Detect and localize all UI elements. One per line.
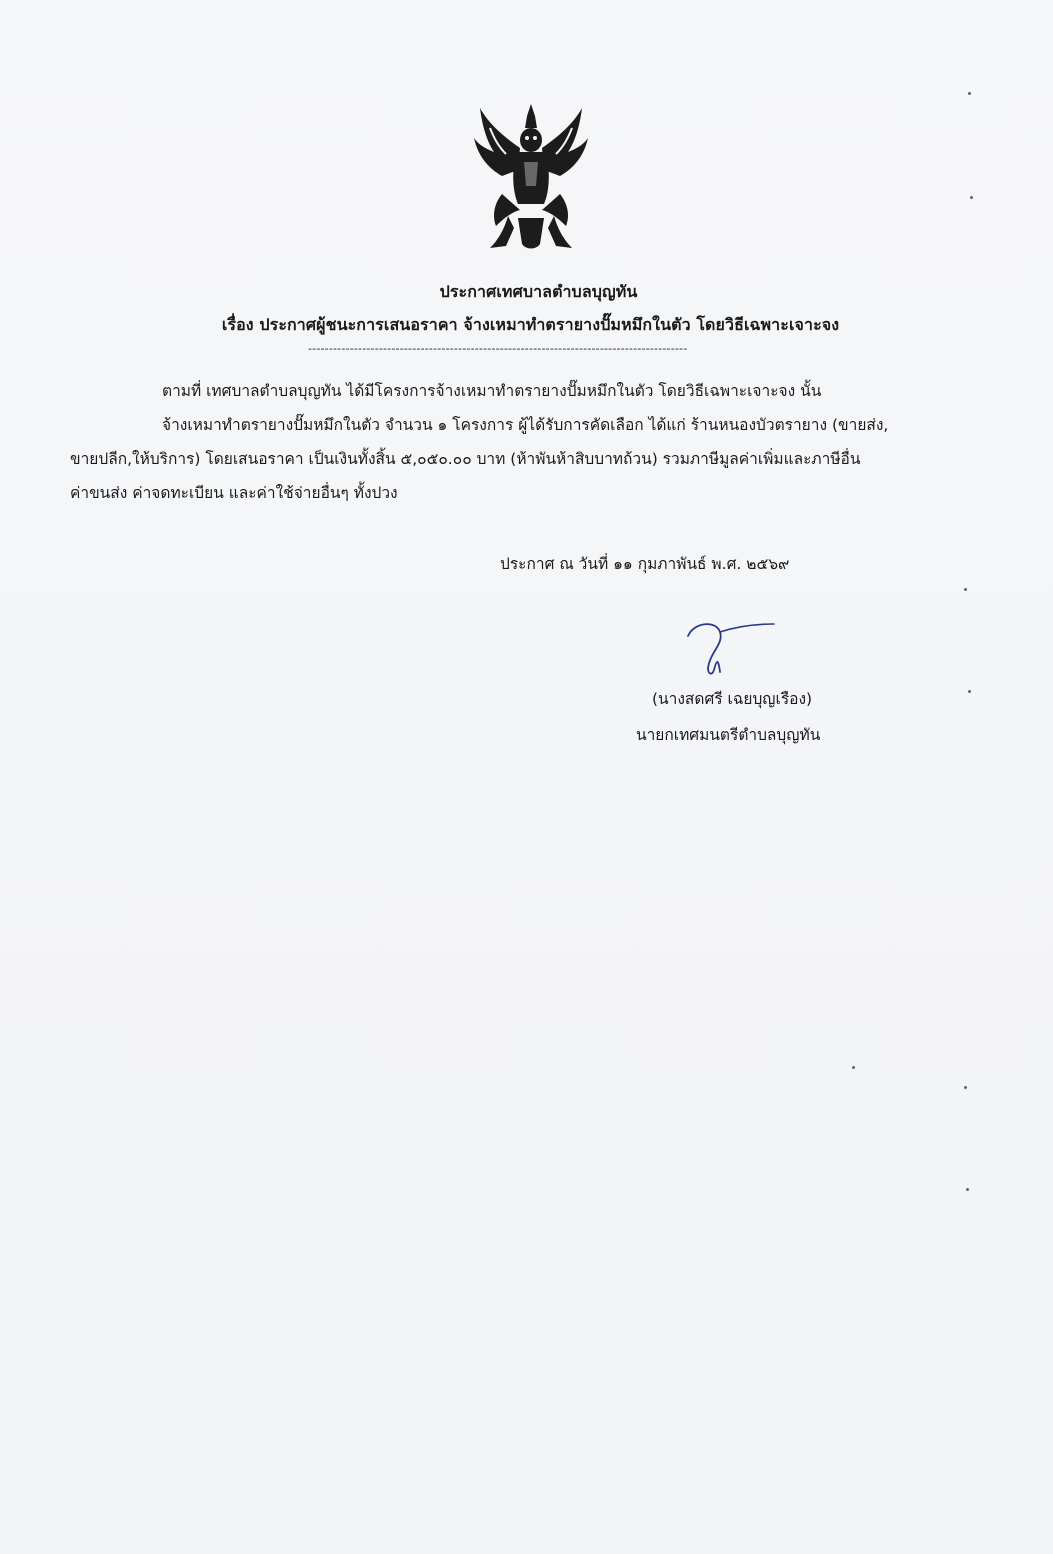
separator-line: ------------------------------------------------------------------------------------------- <box>308 342 688 355</box>
signature-icon <box>680 612 780 682</box>
signer-position: นายกเทศมนตรีตำบลบุญทัน <box>636 726 821 744</box>
garuda-emblem-icon <box>468 98 594 258</box>
document-title: ประกาศเทศบาลตำบลบุญทัน <box>439 282 638 301</box>
paragraph-line-2: จ้างเหมาทำตรายางปั๊มหมึกในตัว จำนวน ๑ โครงการ ผู้ได้รับการคัดเลือก ได้แก่ ร้านหนองบัวตรายาง (ขายส่ง, <box>162 416 889 434</box>
paragraph-line-1: ตามที่ เทศบาลตำบลบุญทัน ได้มีโครงการจ้างเหมาทำตรายางปั๊มหมึกในตัว โดยวิธีเฉพาะเจาะจง นั้น <box>162 382 822 400</box>
announcement-date: ประกาศ ณ วันที่ ๑๑ กุมภาพันธ์ พ.ศ. ๒๕๖๙ <box>500 555 790 573</box>
scan-speck <box>970 196 973 199</box>
scan-speck <box>968 92 971 95</box>
scan-speck <box>964 588 967 591</box>
signer-name: (นางสดศรี เฉยบุญเรือง) <box>652 690 813 708</box>
scan-speck <box>966 1188 969 1191</box>
paragraph-line-4: ค่าขนส่ง ค่าจดทะเบียน และค่าใช้จ่ายอื่นๆ ทั้งปวง <box>70 484 398 502</box>
scan-speck <box>852 1066 855 1069</box>
scan-speck <box>968 690 971 693</box>
scan-speck <box>964 1086 967 1089</box>
document-subject: เรื่อง ประกาศผู้ชนะการเสนอราคา จ้างเหมาทำตรายางปั๊มหมึกในตัว โดยวิธีเฉพาะเจาะจง <box>221 315 840 334</box>
paragraph-line-3: ขายปลีก,ให้บริการ) โดยเสนอราคา เป็นเงินทั้งสิ้น ๕,๐๕๐.๐๐ บาท (ห้าพันห้าสิบบาทถ้วน) รวมภาษีมูลค่าเพิ่มและภาษีอื่น <box>70 450 861 468</box>
